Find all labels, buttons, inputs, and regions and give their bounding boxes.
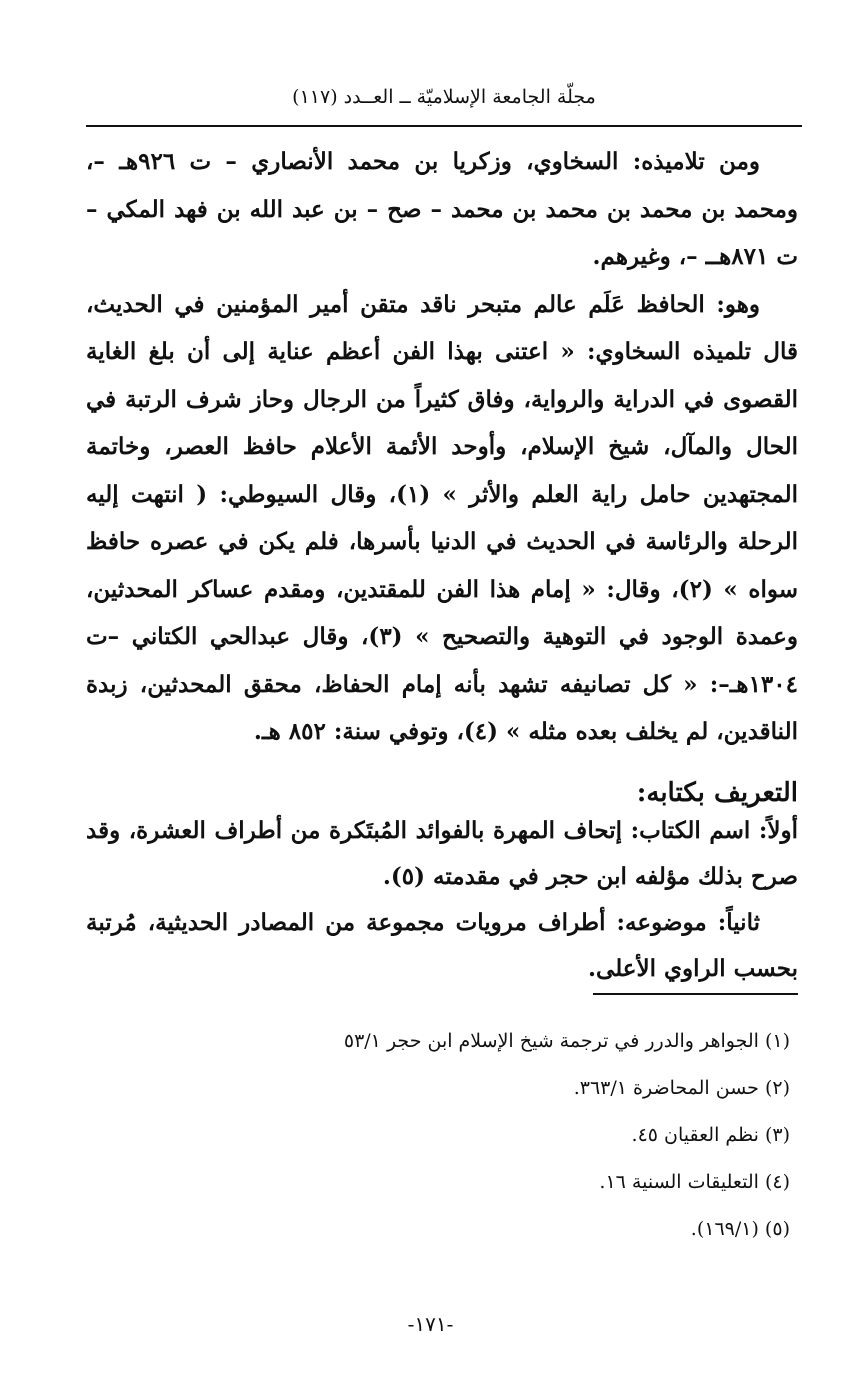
footnote-item: (٤) التعليقات السنية ١٦. — [599, 1171, 790, 1193]
praise-paragraph: وهو: الحافظ عَلَم عالم متبحر ناقد متقن أمير المؤمنين في الحديث، قال تلميذه السخاوي: « اعتنى بهذا الفن أعظم عناية إلى أن بلغ الغاية القصوى في الدراية والرواية، وفاق كثيراً من الرجال وحاز شرف الرتبة في الحال والمآل، شيخ الإسلام، وأوحد الأئمة الأعلام حافظ العصر، وخاتمة المجتهدين حامل راية العلم والأثر » (١)، وقال السيوطي: ( انتهت إليه الرحلة والرئاسة في الحديث في الدنيا بأسرها، فلم يكن في عصره حافظ سواه » (٢)، وقال: « إمام هذا الفن للمقتدين، ومقدم عساكر المحدثين، وعمدة الوجود في التوهية والتصحيح » (٣)، وقال عبدالحي الكتاني –ت ١٣٠٤هـ–: « كل تصانيفه تشهد بأنه إمام الحفاظ، محقق المحدثين، زبدة الناقدين، لم يخلف بعده مثله » (٤)، وتوفي سنة: ٨٥٢ هـ. — [86, 290, 798, 745]
footnote-item: (٣) نظم العقيان ٤٥. — [631, 1124, 790, 1146]
page-number: -١٧١- — [407, 1312, 454, 1336]
footnote-divider — [593, 993, 798, 995]
students-paragraph: ومن تلاميذه: السخاوي، وزكريا بن محمد الأنصاري – ت ٩٢٦هـ –، ومحمد بن محمد بن محمد بن محمد – صح – بن عبد الله بن فهد المكي – ت ٨٧١هــ –، وغيرهم. — [86, 148, 798, 270]
book-title-paragraph: أولاً: اسم الكتاب: إتحاف المهرة بالفوائد المُبتَكرة من أطراف العشرة، وقد صرح بذلك مؤلفه ابن حجر في مقدمته (٥). — [86, 817, 798, 890]
footnote-item: (٥) (١٦٩/١). — [690, 1218, 790, 1240]
biography-text — [86, 138, 798, 756]
section-heading: التعريف بكتابه: — [636, 778, 798, 808]
header-divider — [86, 125, 802, 127]
footnote-item: (٢) حسن المحاضرة ٣٦٣/١. — [573, 1077, 790, 1099]
footnote-item: (١) الجواهر والدرر في ترجمة شيخ الإسلام ابن حجر ٥٣/١ — [343, 1030, 790, 1052]
running-header: مجلّة الجامعة الإسلاميّة ــ العــدد (١١٧) — [292, 86, 596, 108]
footnotes — [100, 1018, 790, 1253]
book-description — [86, 808, 798, 992]
book-subject-paragraph: ثانياً: موضوعه: أطراف مرويات مجموعة من المصادر الحديثية، مُرتبة بحسب الراوي الأعلى. — [86, 909, 798, 982]
